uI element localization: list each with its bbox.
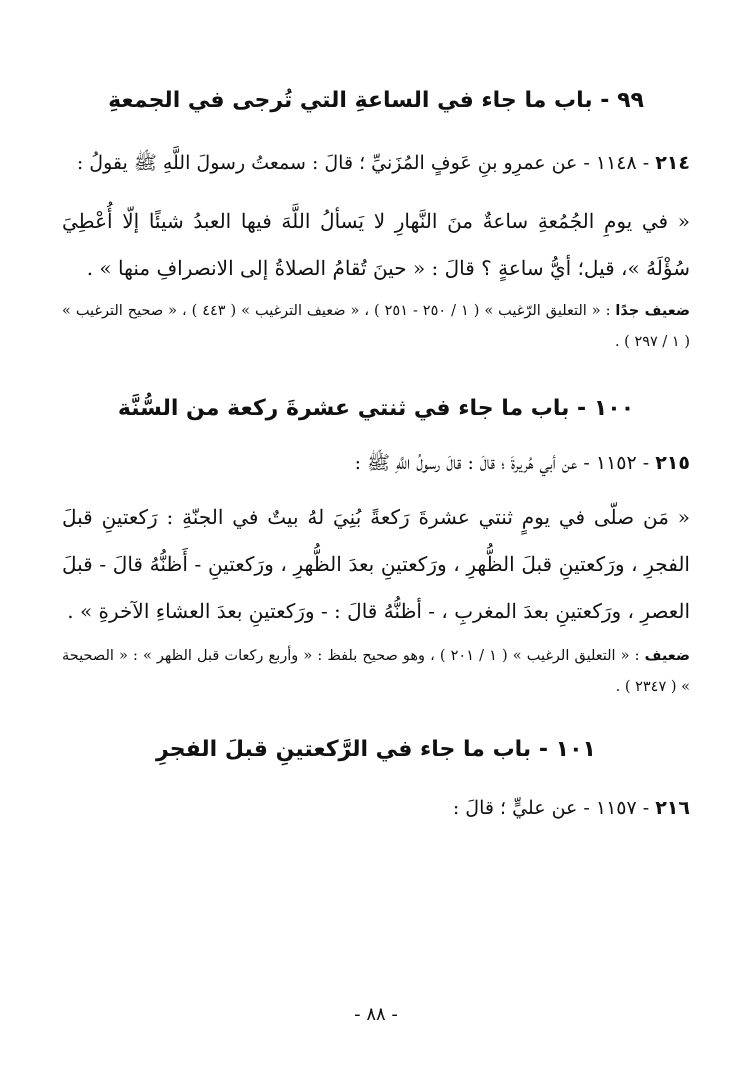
hadith-214-grading	[62, 296, 690, 358]
grade-label: ضعيف	[644, 648, 690, 664]
hadith-215-grading	[62, 641, 690, 703]
hadith-216-intro	[62, 791, 690, 825]
hadith-215-text: « مَن صلّى في يومٍ ثنتي عشرةَ رَكعةً بُنِيَ لهُ بيتٌ في الجنّةِ : رَكعتينِ قبلَ الفجرِ ، ورَكعتينِ قبلَ الظُّهرِ ، ورَكعتينِ بعدَ الظُّهرِ ، ورَكعتينِ - أَظنُّهُ قالَ - قبلَ العصرِ ، ورَكعتينِ بعدَ المغربِ ، - أظنُّهُ قالَ : - ورَكعتينِ بعدَ العشاءِ الآخرةِ » .	[62, 505, 690, 623]
grade-references: : « التعليق الرغيب » ( ١ / ٢٠١ ) ، وهو صحيح بلفظ : « وأربع ركعات قبل الظهر » : « الصحيحة » ( ٢٣٤٧ ) .	[62, 648, 690, 695]
hadith-chain: - ١١٥٢ - عن أبي هُريرةَ ؛ قالَ : قالَ رسولُ اللَّهِ ﷺ :	[354, 452, 656, 474]
grade-references: : « التعليق الرّغيب » ( ١ / ٢٥٠ - ٢٥١ ) ، « ضعيف الترغيب » ( ٤٤٣ ) ، « صحيح الترغيب » ( ١ / ٢٩٧ ) .	[62, 303, 690, 350]
grade-label: ضعيف جدًا	[615, 303, 690, 319]
section-101-heading: ١٠١ - باب ما جاء في الرَّكعتينِ قبلَ الفجرِ	[156, 737, 596, 762]
hadith-number: ٢١٤	[655, 152, 690, 174]
hadith-number: ٢١٥	[655, 452, 690, 474]
hadith-chain: - ١١٤٨ - عن عمرِو بنِ عَوفٍ المُزَنيِّ ؛ قالَ : سمعتُ رسولَ اللَّهِ ﷺ يقولُ :	[76, 152, 656, 174]
hadith-215-intro	[62, 446, 690, 480]
hadith-chain: - ١١٥٧ - عن عليٍّ ؛ قالَ :	[452, 797, 656, 819]
section-99-heading: ٩٩ - باب ما جاء في الساعةِ التي تُرجى في الجمعةِ	[108, 88, 644, 113]
document-page	[62, 70, 690, 825]
page-number: - ٨٨ -	[354, 1004, 398, 1025]
hadith-214-text: « في يومِ الجُمُعةِ ساعةٌ منَ النَّهارِ لا يَسألُ اللَّهَ فيها العبدُ شيئًا إلّا أُعْطِيَ سُؤْلَهُ »، قيل؛ أيُّ ساعةٍ ؟ قالَ : « حينَ تُقامُ الصلاةُ إلى الانصرافِ منها » .	[62, 209, 690, 280]
hadith-214-intro	[62, 146, 690, 180]
section-100-heading: ١٠٠ - باب ما جاء في ثنتي عشرةَ ركعة من السُّنَّة	[117, 396, 635, 421]
hadith-number: ٢١٦	[655, 797, 690, 819]
